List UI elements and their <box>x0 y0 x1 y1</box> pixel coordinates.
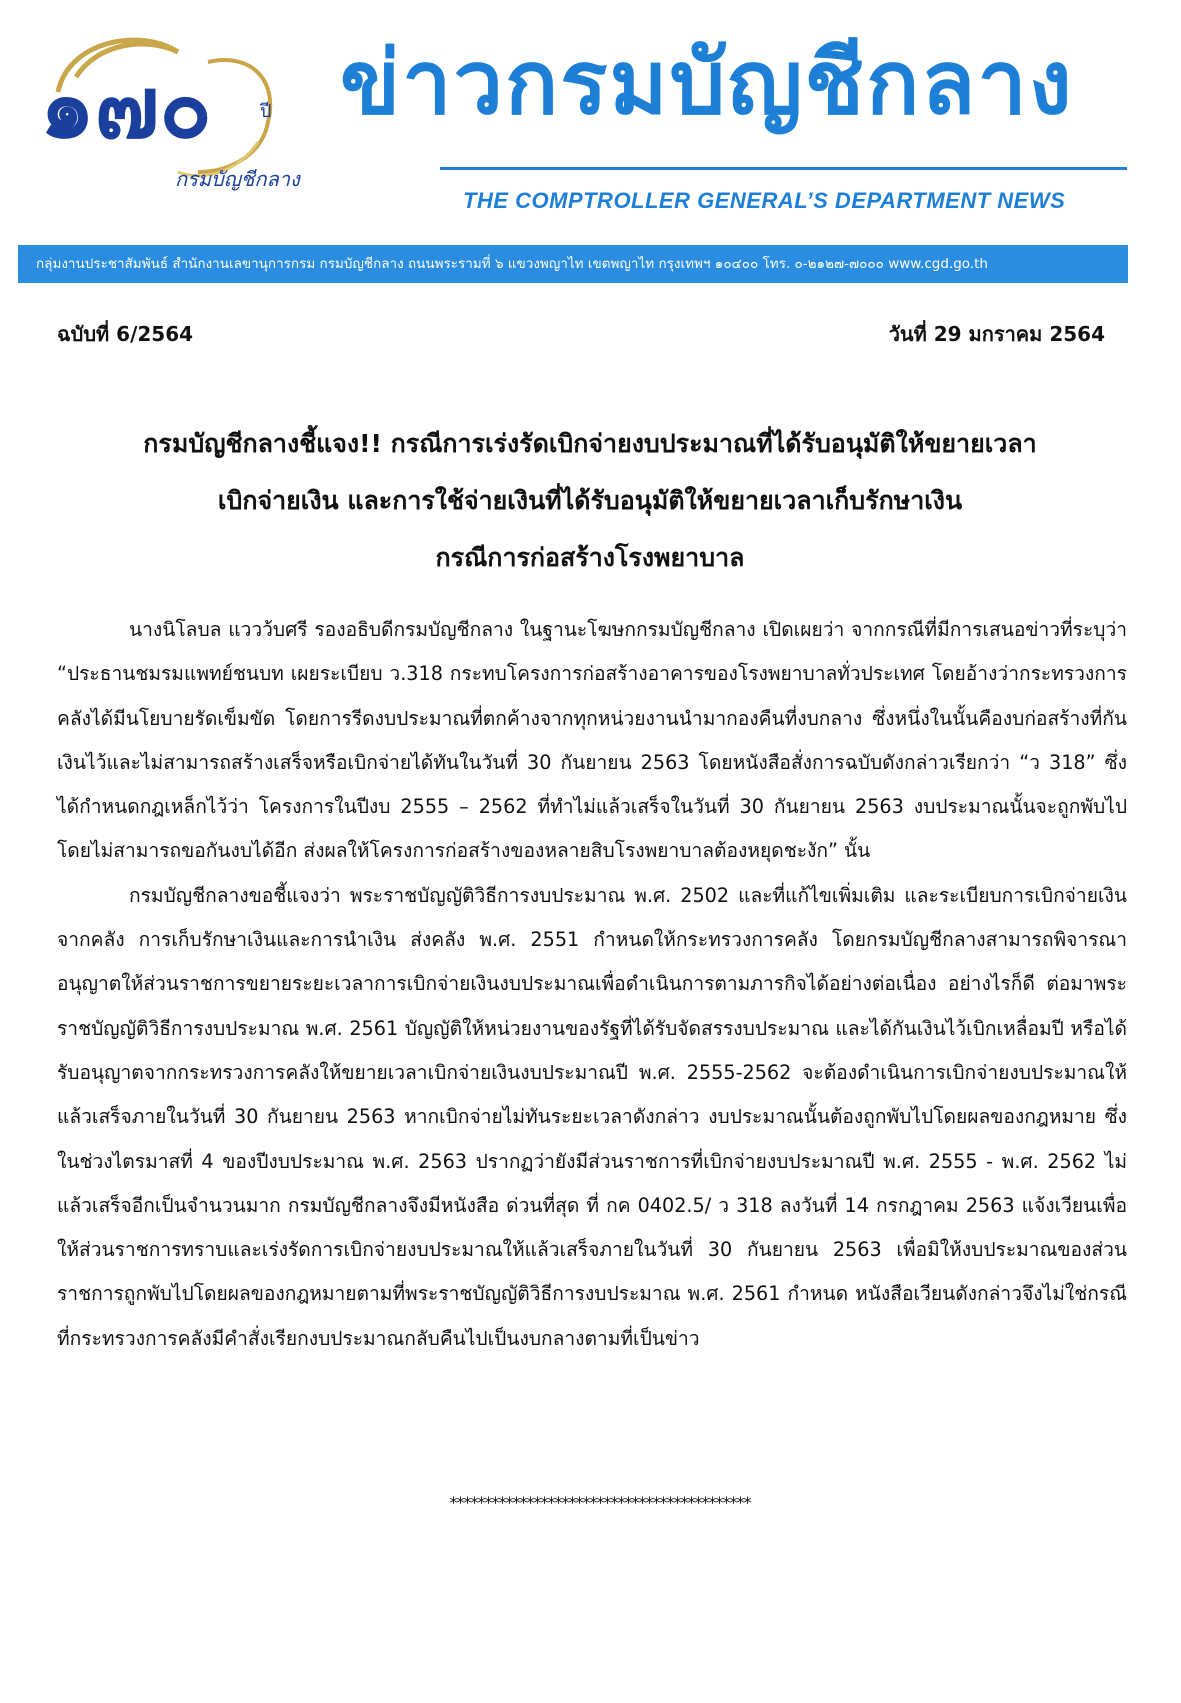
masthead-title: ข่าวกรมบัญชีกลาง <box>340 31 1074 134</box>
masthead-rule <box>440 167 1127 170</box>
headline <box>70 415 1110 586</box>
contact-bar: กลุ่มงานประชาสัมพันธ์ สำนักงานเลขานุการกรม กรมบัญชีกลาง ถนนพระรามที่ ๖ แขวงพญาไท เขตพญาไท กรุงเทพฯ ๑๐๔๐๐ โทร. ๐-๒๑๒๗-๗๐๐๐ www.cgd.go.th <box>18 245 1128 283</box>
headline-line: กรมบัญชีกลางชี้แจง!! กรณีการเร่งรัดเบิกจ่ายงบประมาณที่ได้รับอนุมัติให้ขยายเวลา <box>143 429 1037 458</box>
issue-number: ฉบับที่ 6/2564 <box>57 322 194 346</box>
body-paragraph: นางนิโลบล แววว้บศรี รองอธิบดีกรมบัญชีกลาง ในฐานะโฆษกกรมบัญชีกลาง เปิดเผยว่า จากกรณีที่มีการเสนอข่าวที่ระบุว่า “ประธานชมรมแพทย์ชนบท เผยระเบียบ ว.318 กระทบโครงการก่อสร้างอาคารของโรงพยาบาลทั่วประเทศ โดยอ้างว่ากระทรวงการคลังได้มีนโยบายรัดเข็มขัด โดยการรีดงบประมาณที่ตกค้างจากทุกหน่วยงานนำมากองคืนที่งบกลาง ซึ่งหนึ่งในนั้นคืองบก่อสร้างที่กันเงินไว้และไม่สามารถสร้างเสร็จหรือเบิกจ่ายได้ทันในวันที่ 30 กันยายน 2563 โดยหนังสือสั่งการฉบับดังกล่าวเรียกว่า “ว 318” ซึ่งได้กำหนดกฎเหล็กไว้ว่า โครงการในปีงบ 2555 – 2562 ที่ทำไม่แล้วเสร็จในวันที่ 30 กันยายน 2563 งบประมาณนั้นจะถูกพับไป โดยไม่สามารถขอกันงบได้อีก ส่งผลให้โครงการก่อสร้างของหลายสิบโรงพยาบาลต้องหยุดชะงัก” นั้น <box>57 618 1127 863</box>
masthead-english-title: THE COMPTROLLER GENERAL’S DEPARTMENT NEWS <box>463 188 1066 213</box>
headline-line: กรณีการก่อสร้างโรงพยาบาล <box>435 543 745 572</box>
logo-numerals: ๑๗๐ <box>40 58 212 158</box>
article-body <box>57 608 1127 1361</box>
logo-caption: กรมบัญชีกลาง <box>175 167 300 191</box>
headline-line: เบิกจ่ายเงิน และการใช้จ่ายเงินที่ได้รับอนุมัติให้ขยายเวลาเก็บรักษาเงิน <box>217 486 963 515</box>
body-paragraph: กรมบัญชีกลางขอชี้แจงว่า พระราชบัญญัติวิธีการงบประมาณ พ.ศ. 2502 และที่แก้ไขเพิ่มเติม และระเบียบการเบิกจ่ายเงินจากคลัง การเก็บรักษาเงินและการนำเงิน ส่งคลัง พ.ศ. 2551 กำหนดให้กระทรวงการคลัง โดยกรมบัญชีกลางสามารถพิจารณาอนุญาตให้ส่วนราชการขยายระยะเวลาการเบิกจ่ายเงินงบประมาณเพื่อดำเนินการตามภารกิจได้อย่างต่อเนื่อง อย่างไรก็ดี ต่อมาพระราชบัญญัติวิธีการงบประมาณ พ.ศ. 2561 บัญญัติให้หน่วยงานของรัฐที่ได้รับจัดสรรงบประมาณ และได้กันเงินไว้เบิกเหลื่อมปี หรือได้รับอนุญาตจากกระทรวงการคลังให้ขยายเวลาเบิกจ่ายเงินงบประมาณปี พ.ศ. 2555-2562 จะต้องดำเนินการเบิกจ่ายงบประมาณให้แล้วเสร็จภายในวันที่ 30 กันยายน 2563 หากเบิกจ่ายไม่ทันระยะเวลาดังกล่าว งบประมาณนั้นต้องถูกพับไปโดยผลของกฎหมาย ซึ่งในช่วงไตรมาสที่ 4 ของปีงบประมาณ พ.ศ. 2563 ปรากฏว่ายังมีส่วนราชการที่เบิกจ่ายงบประมาณปี พ.ศ. 2555 - พ.ศ. 2562 ไม่แล้วเสร็จอีกเป็นจำนวนมาก กรมบัญชีกลางจึงมีหนังสือ ด่วนที่สุด ที่ กค 0402.5/ ว 318 ลงวันที่ 14 กรกฎาคม 2563 แจ้งเวียนเพื่อให้ส่วนราชการทราบและเร่งรัดการเบิกจ่ายงบประมาณให้แล้วเสร็จภายในวันที่ 30 กันยายน 2563 เพื่อมิให้งบประมาณของส่วนราชการถูกพับไปโดยผลของกฎหมายตามที่พระราชบัญญัติวิธีการงบประมาณ พ.ศ. 2561 กำหนด หนังสือเวียนดังกล่าวจึงไม่ใช่กรณีที่กระทรวงการคลังมีคำสั่งเรียกงบประมาณกลับคืนไปเป็นงบกลางตามที่เป็นข่าว <box>57 883 1127 1350</box>
end-separator: ******************************************* <box>449 1493 751 1512</box>
logo-suffix: ปี <box>260 101 272 122</box>
issue-date: วันที่ 29 มกราคม 2564 <box>888 322 1105 346</box>
